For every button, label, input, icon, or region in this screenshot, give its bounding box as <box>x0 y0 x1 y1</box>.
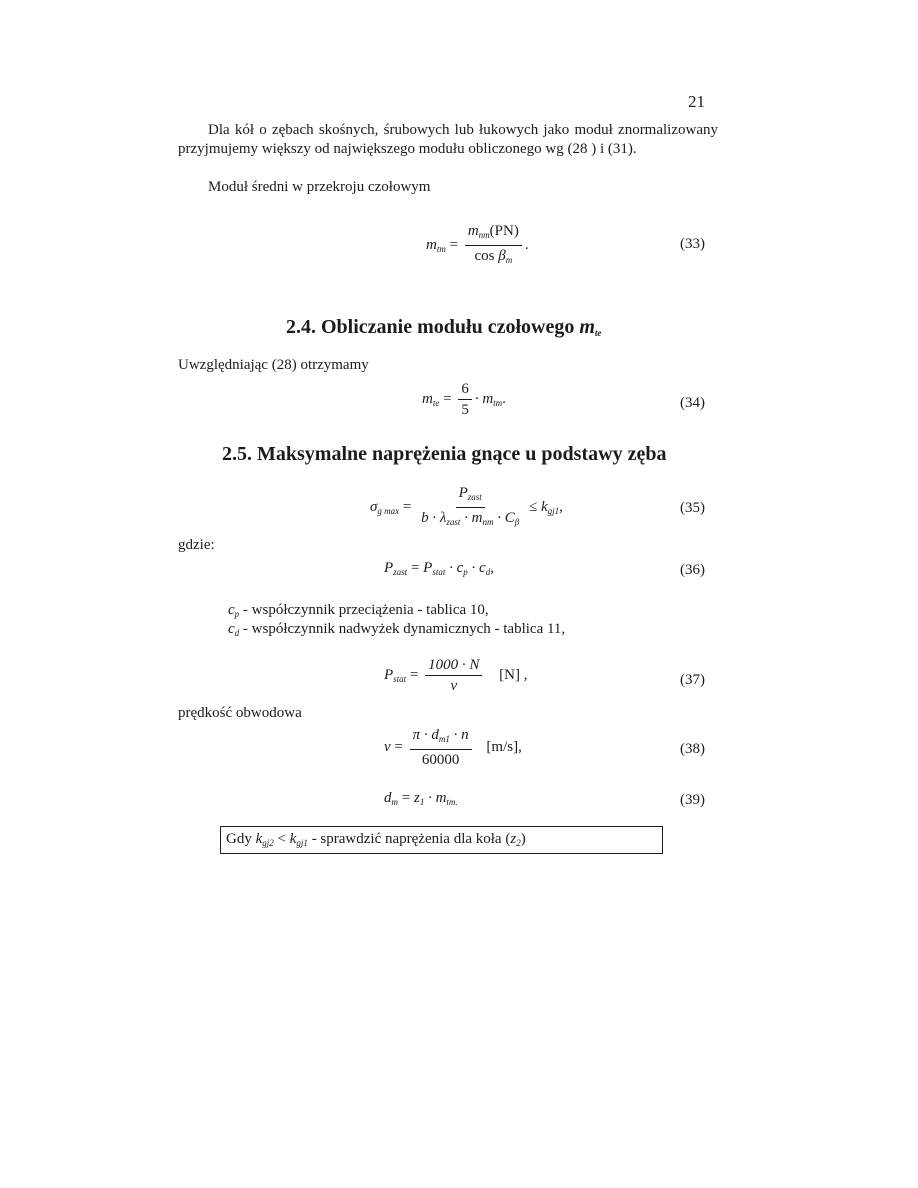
eq38-fraction: $\frac{\pi \cdot d_{m1} \cdot n}{60000}$ <box>410 726 472 769</box>
equation-34: $m_{te}$ = $\frac{6}{5}$ · $m_{tm}$. <box>422 381 506 418</box>
equation-35: $\sigma_{g max}$ = $\frac{P_{zast}}{b \cdot \lambda_{zast} \cdot m_{nm} \cdot C_\beta}$ ≤ $k_{gj1}$, <box>370 484 563 531</box>
note-cp: $c_p$ - współczynnik przeciążenia - tablica 10, <box>228 602 489 619</box>
equation-39: $d_m = z_1 \cdot m_{tm.}$ <box>384 790 458 807</box>
page-number: 21 <box>688 92 705 111</box>
gdzie-label: gdzie: <box>178 537 215 553</box>
intro-paragraph: Dla kół o zębach skośnych, śrubowych lub łukowych jako moduł znormalizowany przyjmujemy większy od największego modułu obliczonego wg (28 ) i (31). <box>178 122 718 157</box>
section-2-4-lead: Uwzględniając (28) otrzymamy <box>178 357 369 373</box>
equation-38: v = $\frac{\pi \cdot d_{m1} \cdot n}{60000}$ [m/s], <box>384 727 522 768</box>
eq35-fraction: $\frac{P_{zast}}{b \cdot \lambda_{zast} \cdot m_{nm} \cdot C_\beta}$ <box>421 485 520 527</box>
eq34-fraction: $\frac{6}{5}$ <box>458 380 472 419</box>
equation-38-number: (38) <box>680 741 705 757</box>
equation-36: $P_{zast} = P_{stat} \cdot c_p \cdot c_d$, <box>384 560 494 577</box>
equation-36-number: (36) <box>680 562 705 578</box>
eq37-fraction: $\frac{1000 \cdot N}{v}$ <box>425 656 482 695</box>
equation-39-number: (39) <box>680 792 705 808</box>
eq33-fraction: $\frac{m_{nm}(PN)}{\cos \beta_m}$ <box>465 222 522 269</box>
equation-35-number: (35) <box>680 500 705 516</box>
equation-34-number: (34) <box>680 395 705 411</box>
equation-37-number: (37) <box>680 672 705 688</box>
note-cd: $c_d$ - współczynnik nadwyżek dynamicznych - tablica 11, <box>228 621 566 638</box>
equation-37: $P_{stat}$ = $\frac{1000 \cdot N}{v}$ [N] , <box>384 657 528 694</box>
mean-module-intro: Moduł średni w przekroju czołowym <box>208 179 431 195</box>
speed-label: prędkość obwodowa <box>178 705 302 721</box>
boxed-note: Gdy $k_{gj2} < k_{gj1}$ - sprawdzić naprężenia dla koła $(z_2)$ <box>220 826 663 854</box>
equation-33-number: (33) <box>680 236 705 252</box>
section-2-5-heading: 2.5. Maksymalne naprężenia gnące u podstawy zęba <box>222 443 667 465</box>
equation-33: $m_{tm}$ = $\frac{m_{nm}(PN)}{\cos \beta_m}$ . <box>426 222 529 269</box>
section-2-4-heading: 2.4. Obliczanie modułu czołowego $m_{te}$ <box>286 316 602 338</box>
